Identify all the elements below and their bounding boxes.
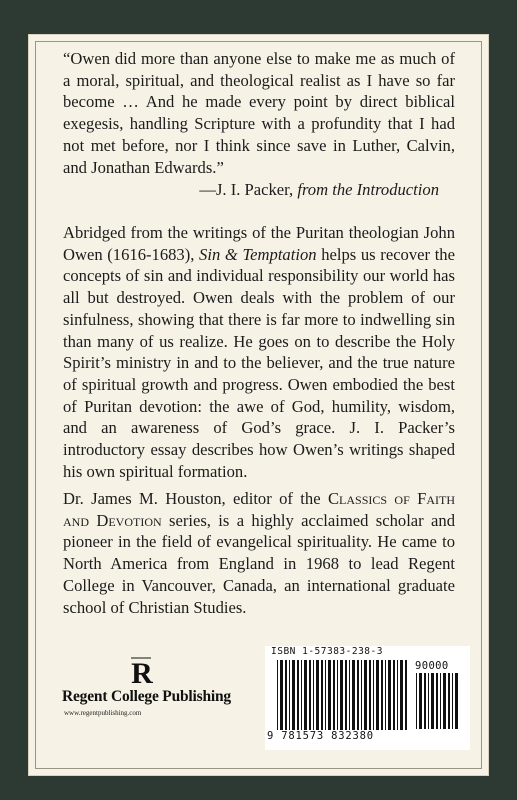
addon-barcode-bars [416,673,461,729]
book-title: Sin & Temptation [199,244,317,264]
endorsement-quote [63,48,455,178]
editor-bio [63,488,455,618]
book-description [63,222,455,482]
price-code: 90000 [415,660,449,672]
series-name: Classics of Faith and Devotion [63,489,455,530]
quote-author: —J. I. Packer, [199,180,294,199]
quote-attribution [63,180,439,200]
isbn-barcode [265,646,470,750]
publisher-name: Regent College Publishing [62,688,231,705]
ean-number: 9 781573 832380 [267,730,374,742]
quote-source: from the Introduction [297,180,439,199]
publisher-url: www.regentpublishing.com [64,709,142,717]
bio-text-continued: series, is a highly acclaimed scholar and pioneer in the field of evangelical spirituality. He came to North America from England in 1968 to lead Regent College in Vancouver, Canada, an international graduate school of Christian Studies. [63,510,455,617]
publisher-block [62,652,242,724]
publisher-logo-icon [122,652,162,686]
description-text: Abridged from the writings of the Puritan theologian John Owen (1616-1683), [63,223,455,264]
description-text-continued: helps us recover the concepts of sin and individual responsibility our world has all but destroyed. Owen deals with the problem of our sinfulness, showing that there is far more to indwelling sin than many of us realize. He goes on to describe the Holy Spirit’s ministry in and to the believer, and the true nature of spiritual growth and progress. Owen embodied the best of Puritan devotion: the awe of God, humility, wisdom, and an awareness of God’s grace. J. I. Packer’s introductory essay describes how Owen’s writings shaped his own spiritual formation. [63,244,455,481]
ean-barcode-bars [277,660,409,730]
bio-text: Dr. James M. Houston, editor of the [63,489,321,508]
isbn-number: ISBN 1-57383-238-3 [271,646,383,657]
quote-text: “Owen did more than anyone else to make me as much of a moral, spiritual, and theological realist as I have so far become … And he made every point by direct biblical exegesis, handling Scripture with a profundity that I had not met before, nor I think since save in Luther, Calvin, and Jonathan Edwards.” [63,49,455,177]
svg-text:R: R [131,657,153,686]
